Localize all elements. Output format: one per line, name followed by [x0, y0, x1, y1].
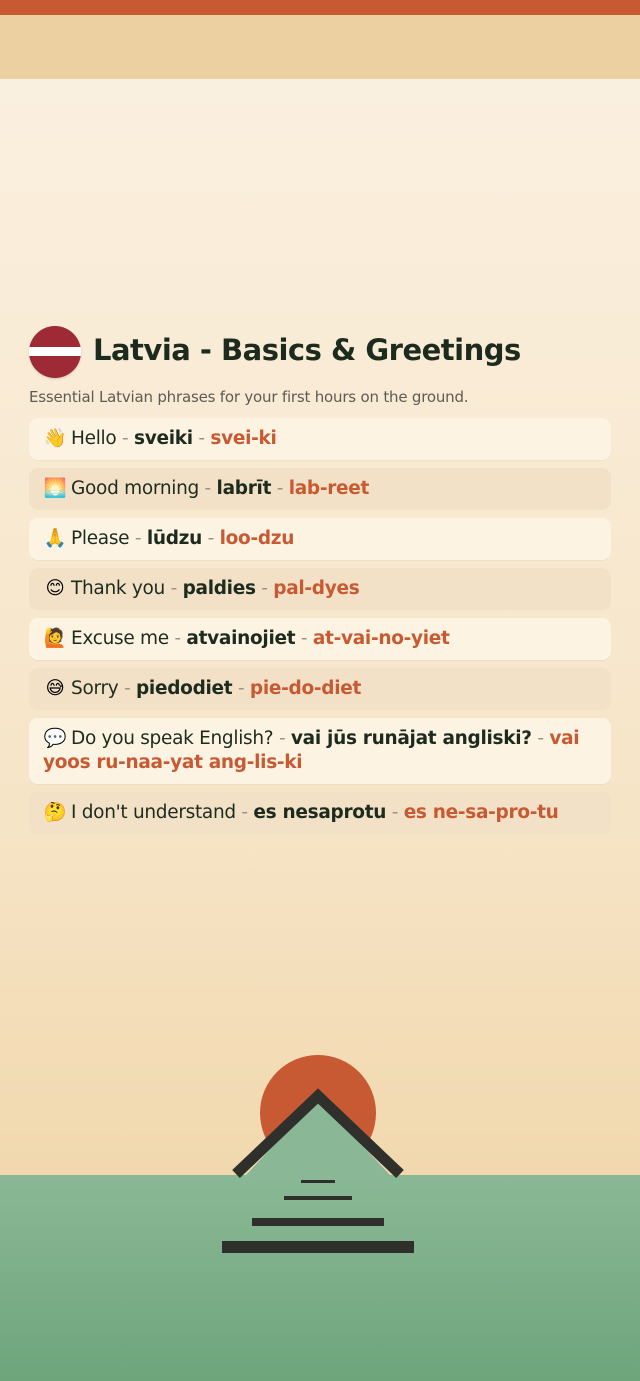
phrase-latvian: lūdzu [146, 528, 203, 549]
phrase-english: Do you speak English? [71, 728, 274, 749]
phrase-pronunciation: es ne-sa-pro-tu [403, 802, 559, 823]
phrase-latvian: labrīt [216, 478, 272, 499]
phrase-english: Good morning [71, 478, 199, 499]
phrase-english: Excuse me [71, 628, 169, 649]
phrase-separator: - [537, 728, 544, 749]
phrase-english: Sorry [71, 678, 119, 699]
speech-bubble-icon: 💬 [43, 728, 67, 749]
phrase-separator: - [278, 728, 286, 749]
phrase-separator: - [300, 628, 308, 649]
phrase-english: Thank you [71, 578, 165, 599]
page-subtitle: Essential Latvian phrases for your first hours on the ground. [29, 388, 469, 406]
phrase-separator: - [237, 678, 245, 699]
phrase-english: Hello [71, 428, 117, 449]
sweat-smile-icon: 😅 [45, 678, 65, 699]
phrase-separator: - [276, 478, 284, 499]
phrase-card[interactable] [29, 418, 611, 460]
phrase-separator: - [207, 528, 215, 549]
phrase-card[interactable] [29, 792, 611, 834]
phrase-latvian: es nesaprotu [253, 802, 387, 823]
phrase-card[interactable] [29, 718, 611, 784]
phrase-pronunciation: pie-do-diet [249, 678, 362, 699]
phrase-card[interactable] [29, 668, 611, 710]
phrase-english: I don't understand [71, 802, 236, 823]
step-line [252, 1218, 384, 1226]
phrase-separator: - [391, 802, 399, 823]
folded-hands-icon: 🙏 [43, 528, 67, 549]
phrase-separator: - [122, 428, 129, 449]
phrase-card[interactable] [29, 618, 611, 660]
phrase-english: Please [71, 528, 130, 549]
phrase-separator: - [170, 578, 177, 599]
phrase-separator: - [124, 678, 131, 699]
page-title: Latvia - Basics & Greetings [93, 333, 521, 367]
step-line [222, 1241, 414, 1253]
phrase-separator: - [204, 478, 211, 499]
phrase-separator: - [241, 802, 248, 823]
phrase-separator: - [134, 528, 142, 549]
phrase-separator: - [174, 628, 181, 649]
step-line [284, 1196, 352, 1200]
top-accent-stripe [0, 0, 640, 15]
waving-hand-icon: 👋 [43, 428, 67, 449]
phrase-card[interactable] [29, 568, 611, 610]
phrase-latvian: piedodiet [135, 678, 233, 699]
phrase-latvian: sveiki [133, 428, 193, 449]
latvia-flag-icon [29, 326, 81, 378]
thinking-face-icon: 🤔 [43, 802, 67, 823]
phrase-card[interactable] [29, 468, 611, 510]
step-line [301, 1180, 335, 1183]
top-band [0, 15, 640, 79]
smiling-face-icon: 😊 [45, 578, 65, 599]
phrase-pronunciation: lab-reet [288, 478, 370, 499]
phrase-separator: - [198, 428, 205, 449]
phrase-latvian: vai jūs runājat angliski? [290, 728, 532, 749]
page-header [29, 326, 619, 378]
phrase-pronunciation: loo-dzu [219, 528, 295, 549]
sunrise-icon: 🌅 [43, 478, 67, 499]
phrase-pronunciation: svei-ki [210, 428, 277, 449]
phrase-card[interactable] [29, 518, 611, 560]
sunrise-illustration [0, 1040, 640, 1270]
phrase-latvian: paldies [182, 578, 256, 599]
phrase-list [29, 418, 611, 842]
phrase-pronunciation: pal-dyes [273, 578, 360, 599]
phrase-pronunciation: at-vai-no-yiet [312, 628, 450, 649]
phrase-latvian: atvainojiet [186, 628, 296, 649]
phrase-separator: - [261, 578, 268, 599]
phrase-pronunciation: vai yoos ru-naa-yat ang-lis-ki [43, 728, 580, 773]
raising-hand-icon: 🙋 [43, 628, 67, 649]
